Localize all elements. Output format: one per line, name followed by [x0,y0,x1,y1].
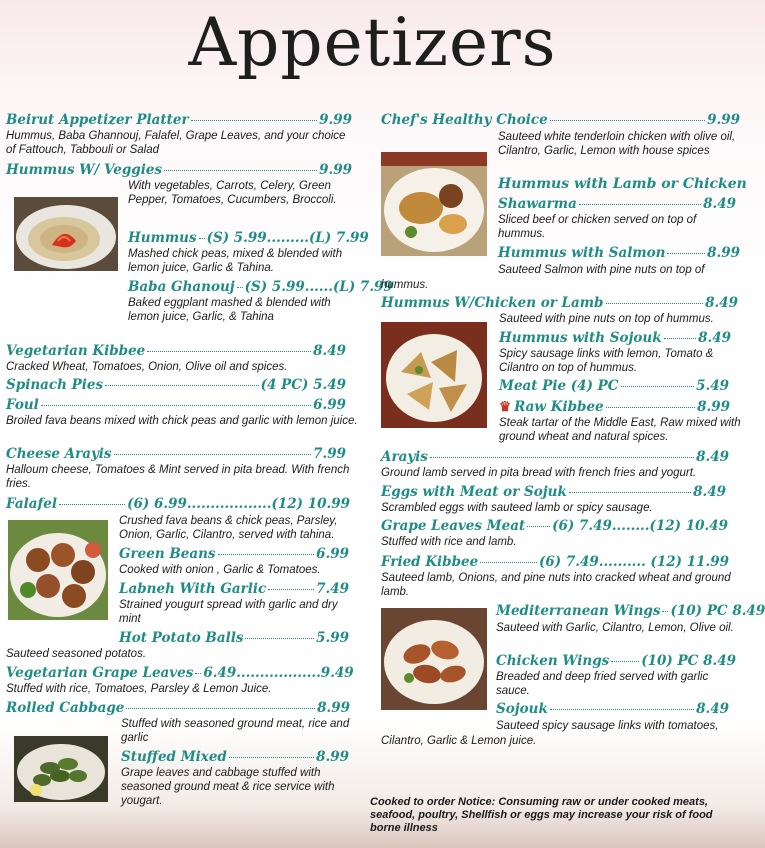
item-name: Stuffed Mixed [121,749,227,765]
item-price: 8.99 [707,245,740,261]
item-name: Hummus with Sojouk [499,330,662,346]
item-name: Hummus [128,230,197,246]
item-name: Fried Kibbee [381,554,479,570]
item-name: Vegetarian Kibbee [6,343,146,359]
item-price: (6) 7.49........(12) 10.49 [552,518,728,534]
item-description: Spicy sausage links with lemon, Tomato & Cilantro on top of hummus. [499,348,714,374]
item-price: 9.99 [319,162,352,178]
item-name: Hummus with Salmon [498,245,666,261]
menu-item-falafel [6,496,350,513]
menu-item-grape-leaves-meat [381,518,728,535]
item-price: 6.99 [313,397,346,413]
item-description: Sauteed spicy sausage links with tomatoes, [496,720,719,732]
menu-item-rolled-cabbage [6,700,350,717]
menu-item-hummus-chicken-lamb [381,295,738,312]
menu-item-cheese-arayis [6,446,346,463]
item-description: Grape leaves and cabbage stuffed with seasoned ground meat & rice service with yougart. [121,767,335,807]
item-description: Strained yougurt spread with garlic and dry mint [119,599,338,625]
item-name: Arayis [381,449,428,465]
item-price: 5.49 [696,378,729,394]
item-price: 7.99 [313,446,346,462]
item-description: With vegetables, Carrots, Celery, Green Pepper, Tomatoes, Cucumbers, Broccoli. [128,180,337,206]
item-description: Stuffed with rice, Tomatoes, Parsley & Lemon Juice. [6,683,272,695]
item-name: Shawarma [498,196,577,212]
item-description: Mashed chick peas, mixed & blended with lemon juice, Garlic & Tahina. [128,248,343,274]
item-price: 8.49 [693,484,726,500]
item-name: Grape Leaves Meat [381,518,526,534]
item-price: (S) 5.99......(L) 7.99 [244,279,393,295]
crown-icon: ♛ [499,399,512,415]
menu-item-raw-kibbee [499,399,730,416]
item-price: 8.49 [705,295,738,311]
item-description: Halloum cheese, Tomatoes & Mint served in pita bread. With french fries. [6,464,350,490]
menu-item-hummus [128,230,369,247]
menu-item-meat-pie [499,378,729,395]
item-price: (4 PC) 5.49 [260,377,346,393]
menu-item-chicken-wings [496,653,736,670]
item-description: Stuffed with seasoned ground meat, rice and garlic [121,718,350,744]
menu-item-arayis [381,449,729,466]
menu-item-beirut-platter [6,112,352,129]
menu-item-shawarma [498,196,736,213]
item-description: Steak tartar of the Middle East, Raw mixed with ground wheat and natural spices. [499,417,741,443]
item-name: Vegetarian Grape Leaves [6,665,194,681]
menu-item-baba-ghanouj [128,279,393,296]
item-name: Baba Ghanouj [128,279,235,295]
item-name: Spinach Pies [6,377,104,393]
health-notice: Cooked to order Notice: Consuming raw or under cooked meats, seafood, poultry, Shellfish or eggs may increase your risk of food borne illness [370,796,713,834]
item-price: (10) PC 8.49 [670,603,765,619]
menu-item-hummus-lamb-chicken-title: Hummus with Lamb or Chicken [498,176,747,192]
item-description: Scrambled eggs with sauteed lamb or spicy sausage. [381,502,653,514]
item-price: 8.49 [703,196,736,212]
menu-item-stuffed-mixed [121,749,349,766]
item-description: Sauteed Salmon with pine nuts on top of [498,264,705,276]
item-description: Baked eggplant mashed & blended with lemon juice, Garlic, & Tahina [128,297,331,323]
menu-item-foul [6,397,346,414]
menu-item-eggs [381,484,726,501]
item-name: Raw Kibbee [514,399,604,415]
item-name: Meat Pie (4) PC [499,378,619,394]
item-price: 8.99 [316,749,349,765]
menu-item-vegetarian-kibbee [6,343,346,360]
page-title: Appetizers [188,4,557,81]
item-description: Breaded and deep fried served with garlic sauce. [496,671,709,697]
item-name: Foul [6,397,39,413]
item-price: 8.49 [698,330,731,346]
item-description-cont: hummus. [381,279,429,291]
menu-item-labneh [119,581,349,598]
item-price: 8.49 [696,701,729,717]
falafel-photo [8,520,108,620]
item-name: Hummus W/ Veggies [6,162,163,178]
meat-pie-photo [381,322,487,428]
item-name: Chef's Healthy Choice [381,112,548,128]
shawarma-photo [381,152,487,256]
menu-item-mediterranean-wings [496,603,765,620]
item-price: 8.99 [317,700,350,716]
item-name: Chicken Wings [496,653,610,669]
item-description: Cracked Wheat, Tomatoes, Onion, Olive oil and spices. [6,361,288,373]
item-price: (6) 6.99..................(12) 10.99 [127,496,350,512]
item-price: 9.99 [707,112,740,128]
item-name: Green Beans [119,546,216,562]
item-name: Beirut Appetizer Platter [6,112,189,128]
item-price: 7.49 [316,581,349,597]
item-name: Hummus W/Chicken or Lamb [381,295,604,311]
item-name: Sojouk [496,701,548,717]
wings-photo [381,608,487,710]
item-name: Labneh With Garlic [119,581,267,597]
item-name: Cheese Arayis [6,446,112,462]
menu-item-chefs-healthy-choice [381,112,740,129]
menu-item-hummus-sojouk [499,330,731,347]
item-price: 8.49 [696,449,729,465]
item-price: (10) PC 8.49 [641,653,736,669]
item-price: 8.49 [313,343,346,359]
stuffed-leaves-photo [14,736,108,802]
item-price: 9.99 [319,112,352,128]
item-name: Mediterranean Wings [496,603,661,619]
hummus-photo [14,197,118,271]
menu-item-hot-potato-balls [119,630,349,647]
item-description: Ground lamb served in pita bread with french fries and yogurt. [381,467,697,479]
item-price: (S) 5.99.........(L) 7.99 [206,230,369,246]
item-description: Sauteed seasoned potatos. [6,648,147,660]
item-description: Sauteed lamb, Onions, and pine nuts into cracked wheat and ground lamb. [381,572,731,598]
item-price: 8.99 [697,399,730,415]
item-description: Sliced beef or chicken served on top of hummus. [498,214,697,240]
item-name: Hot Potato Balls [119,630,244,646]
item-price: 6.49..................9.49 [203,665,354,681]
menu-item-green-beans [119,546,349,563]
menu-item-hummus-salmon [498,245,740,262]
menu-item-vegetarian-grape-leaves [6,665,354,682]
item-description-cont: Cilantro, Garlic & Lemon juice. [381,735,537,747]
item-name: Falafel [6,496,57,512]
item-description: Cooked with onion , Garlic & Tomatoes. [119,564,321,576]
item-description: Sauteed white tenderloin chicken with olive oil, Cilantro, Garlic, Lemon with house spices [498,131,736,157]
item-description: Stuffed with rice and lamb. [381,536,517,548]
item-description: Sauteed with pine nuts on top of hummus. [499,313,714,325]
item-description: Hummus, Baba Ghannouj, Falafel, Grape Leaves, and your choice of Fattouch, Tabbouli or Salad [6,130,346,156]
item-description: Broiled fava beans mixed with chick peas and garlic with lemon juice. [6,415,358,427]
item-name: Rolled Cabbage [6,700,125,716]
menu-item-hummus-veggies [6,162,352,179]
item-description: Sauteed with Garlic, Cilantro, Lemon, Olive oil. [496,622,734,634]
menu-item-fried-kibbee [381,554,729,571]
item-description: Crushed fava beans & chick peas, Parsley, Onion, Garlic, Cilantro, served with tahina. [119,515,338,541]
item-price: 6.99 [316,546,349,562]
item-price: 5.99 [316,630,349,646]
item-price: (6) 7.49.......... (12) 11.99 [539,554,729,570]
item-name: Eggs with Meat or Sojuk [381,484,567,500]
menu-item-spinach-pies [6,377,346,394]
menu-item-sojouk [496,701,729,718]
